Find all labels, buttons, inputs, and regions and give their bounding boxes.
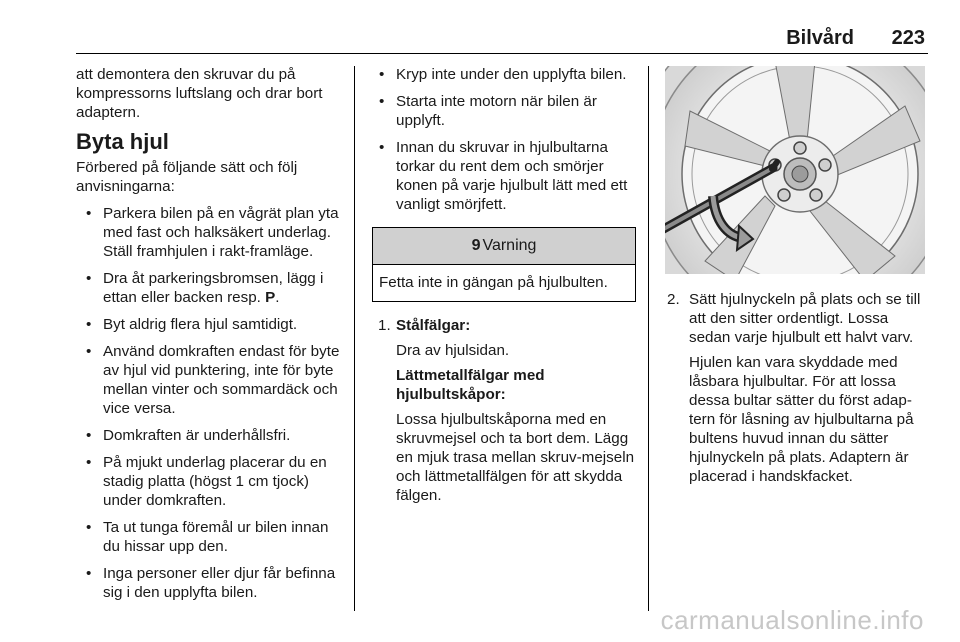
- list-item: • Domkraften är underhållsfri.: [76, 426, 348, 445]
- warning-title: Varning: [482, 237, 537, 254]
- list-item: • Inga personer eller djur får befinna sig i den upplyfta bilen.: [76, 564, 348, 602]
- column-middle: [372, 65, 636, 505]
- list-item: • Byt aldrig flera hjul samtidigt.: [76, 315, 348, 334]
- lead-text: Förbered på följande sätt och följ anvisningarna:: [76, 159, 298, 195]
- column-left: [76, 65, 348, 602]
- step-text: Hjulen kan vara skyddade med låsbara hjulbultar. För att lossa dessa bultar sätter du först adap-tern för låsning av hjulbultarna på bultens huvud innan du sätter hjulnyckeln på plats. Adaptern är placerad i handskfacket.: [689, 354, 914, 485]
- list-item: • Dra åt parkeringsbromsen, lägg i ettan eller backen resp. P.: [76, 269, 348, 307]
- column-right: [665, 290, 930, 486]
- intro-text: att demontera den skruvar du på kompressorns luftslang och drar bort adaptern.: [76, 66, 323, 121]
- warning-icon: 9: [471, 237, 481, 254]
- warning-box: [372, 227, 636, 302]
- list-item: • Kryp inte under den upplyfta bilen.: [372, 65, 636, 84]
- wheel-with-lug-wrench-icon: [665, 66, 925, 274]
- steps-list: [665, 290, 930, 486]
- step-2: [665, 290, 930, 486]
- step-title: Stålfälgar:: [396, 317, 471, 334]
- list-item: • Parkera bilen på en vågrät plan yta med fast och halksäkert underlag. Ställ framhjulen i rakt-framläge.: [76, 204, 348, 261]
- warning-text: Fetta inte in gängan på hjulbulten.: [379, 274, 608, 291]
- list-item: • Innan du skruvar in hjulbultarna torkar du rent dem och smörjer konen på varje hjulbult lätt med ett vanligt smörjfett.: [372, 138, 636, 214]
- page-header: [76, 27, 928, 54]
- step-number: 2.: [667, 291, 680, 308]
- step-1: [372, 316, 636, 505]
- step-text: Lossa hjulbultskåporna med en skruvmejsel och ta bort dem. Lägg en mjuk trasa mellan skruv-mejseln och lättmetallfälgen för att skydda fälgen.: [396, 411, 635, 504]
- wheel-figure: [665, 66, 925, 274]
- step-text: Dra av hjulsidan.: [396, 342, 510, 359]
- safety-list: [372, 65, 636, 214]
- step-number: 1.: [378, 317, 391, 334]
- list-item: • På mjukt underlag placerar du en stadig platta (högst 1 cm tjock) under domkraften.: [76, 453, 348, 510]
- list-item: • Starta inte motorn när bilen är upplyft.: [372, 92, 636, 130]
- step-text: Sätt hjulnyckeln på plats och se till att den sitter ordentligt. Lossa sedan varje hjulbult ett halvt varv.: [689, 291, 921, 346]
- list-item: • Använd domkraften endast för byte av hjul vid punktering, inte för byte mellan vinter och sommardäck och vice versa.: [76, 342, 348, 418]
- warning-header: [373, 228, 635, 265]
- list-item: • Ta ut tunga föremål ur bilen innan du hissar upp den.: [76, 518, 348, 556]
- page-number: 223: [891, 27, 925, 49]
- section-heading: Byta hjul: [76, 129, 169, 154]
- steps-list: [372, 316, 636, 505]
- watermark: carmanualsonline.info: [660, 605, 924, 635]
- step-subtitle: Lättmetallfälgar med hjulbultskåpor:: [396, 367, 545, 403]
- section-title: Bilvård: [786, 27, 854, 49]
- column-divider-right: [648, 66, 649, 611]
- preparation-list: [76, 204, 348, 602]
- gear-p-label: P: [265, 289, 276, 306]
- column-divider-left: [354, 66, 355, 611]
